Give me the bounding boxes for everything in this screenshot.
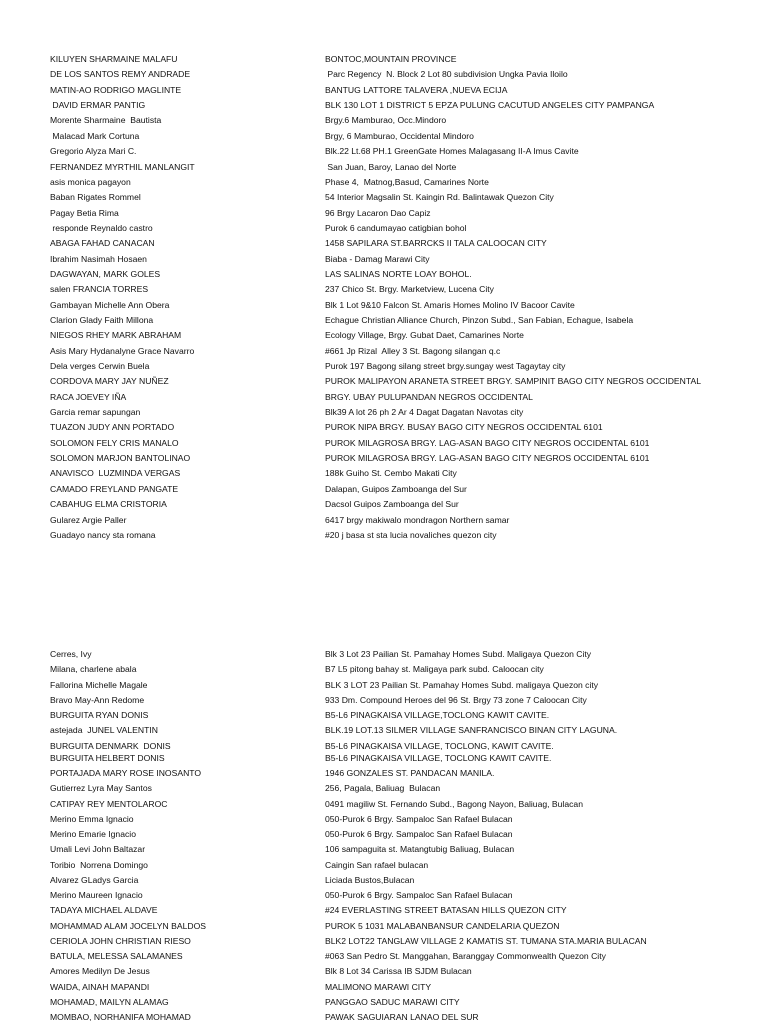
person-name: Guadayo nancy sta romana [50,529,156,540]
list-row [0,405,768,419]
person-address: 96 Brgy Lacaron Dao Capiz [325,207,431,218]
list-row [0,436,768,450]
list-row [0,129,768,143]
person-name: Gambayan Michelle Ann Obera [50,299,170,310]
person-name: Malacad Mark Cortuna [50,130,140,141]
person-name: CERIOLA JOHN CHRISTIAN RIESO [50,935,191,946]
person-name: Dela verges Cerwin Buela [50,361,150,371]
person-address: Brgy.6 Mamburao, Occ.Mindoro [325,115,447,126]
person-name: MOHAMMAD ALAM JOCELYN BALDOS [50,920,206,931]
person-address: BLK 130 LOT 1 DISTRICT 5 EPZA PULUNG CACUTUD ANGELES CITY PAMPANGA [325,100,655,110]
list-row [0,497,768,511]
person-address: B5-L6 PINAGKAISA VILLAGE, TOCLONG KAWIT CAVITE. [325,752,552,763]
person-name: Umali Levi John Baltazar [50,844,146,855]
person-address: Biaba - Damag Marawi City [325,253,430,264]
person-name: responde Reynaldo castro [50,222,153,233]
person-name: MOMBAO, NORHANIFA MOHAMAD [50,1012,191,1022]
person-name: DAGWAYAN, MARK GOLES [50,268,161,279]
person-name: Amores Medilyn De Jesus [50,966,150,977]
list-row [0,662,768,676]
person-address: San Juan, Baroy, Lanao del Norte [325,161,457,172]
person-name: Merino Emma Ignacio [50,813,134,824]
person-name: Bravo May-Ann Redome [50,694,145,705]
person-address: BANTUG LATTORE TALAVERA ,NUEVA ECIJA [325,84,508,95]
list-row [0,766,768,780]
list-row [0,466,768,480]
list-row [0,781,768,795]
list-row [0,298,768,312]
list-row [0,903,768,917]
person-address: MALIMONO MARAWI CITY [325,981,432,992]
person-name: BURGUITA HELBERT DONIS [50,752,165,763]
list-row [0,888,768,902]
list-row [0,83,768,97]
list-row [0,723,768,737]
person-address: BLK 3 LOT 23 Pailian St. Pamahay Homes Subd. maligaya Quezon city [325,679,599,690]
person-name: Fallorina Michelle Magale [50,679,148,690]
person-name: Toribio Norrena Domingo [50,859,148,870]
person-name: PORTAJADA MARY ROSE INOSANTO [50,768,202,778]
person-name: WAIDA, AINAH MAPANDI [50,981,150,992]
person-name: NIEGOS RHEY MARK ABRAHAM [50,330,182,341]
person-name: astejada JUNEL VALENTIN [50,725,158,736]
person-address: Blk 3 Lot 23 Pailian St. Pamahay Homes Subd. Maligaya Quezon City [325,649,592,659]
list-row [0,206,768,220]
person-name: Clarion Glady Faith Millona [50,314,154,325]
list-row [0,751,768,765]
person-name: MATIN-AO RODRIGO MAGLINTE [50,84,182,95]
person-address: B5-L6 PINAGKAISA VILLAGE, TOCLONG, KAWIT CAVITE. [325,740,554,751]
person-name: Merino Emarie Ignacio [50,829,136,839]
person-address: 54 Interior Magsalin St. Kaingin Rd. Balintawak Quezon City [325,192,554,203]
person-name: Ibrahim Nasimah Hosaen [50,253,147,264]
person-address: BLK2 LOT22 TANGLAW VILLAGE 2 KAMATIS ST. TUMANA STA.MARIA BULACAN [325,935,647,946]
list-row [0,647,768,661]
person-address: Phase 4, Matnog,Basud, Camarines Norte [325,176,489,187]
list-row [0,980,768,994]
list-row [0,67,768,81]
list-row [0,359,768,373]
person-address: BONTOC,MOUNTAIN PROVINCE [325,54,457,64]
person-address: BLK.19 LOT.13 SILMER VILLAGE SANFRANCISCO BINAN CITY LAGUNA. [325,725,618,736]
person-address: B7 L5 pitong bahay st. Maligaya park subd. Caloocan city [325,664,544,675]
person-address: Dacsol Guipos Zamboanga del Sur [325,499,459,510]
list-row [0,236,768,250]
person-name: BATULA, MELESSA SALAMANES [50,951,183,961]
person-address: 1458 SAPILARA ST.BARRCKS II TALA CALOOCAN CITY [325,238,547,249]
list-row [0,858,768,872]
person-name: ABAGA FAHAD CANACAN [50,238,155,249]
list-row [0,113,768,127]
person-name: asis monica pagayon [50,176,131,187]
list-row [0,995,768,1009]
person-address: 6417 brgy makiwalo mondragon Northern samar [325,514,510,525]
list-row [0,267,768,281]
person-address: Echague Christian Alliance Church, Pinzon Subd., San Fabian, Echague, Isabela [325,314,634,325]
person-address: PUROK MILAGROSA BRGY. LAG-ASAN BAGO CITY NEGROS OCCIDENTAL 6101 [325,453,650,464]
person-name: TADAYA MICHAEL ALDAVE [50,905,158,916]
person-address: Brgy, 6 Mamburao, Occidental Mindoro [325,130,474,141]
list-row [0,160,768,174]
person-address: 0491 magiliw St. Fernando Subd., Bagong Nayon, Baliuag, Bulacan [325,798,583,809]
person-address: #24 EVERLASTING STREET BATASAN HILLS QUEZON CITY [325,905,567,916]
list-row [0,313,768,327]
person-name: salen FRANCIA TORRES [50,284,149,295]
person-address: BRGY. UBAY PULUPANDAN NEGROS OCCIDENTAL [325,391,533,402]
person-name: CABAHUG ELMA CRISTORIA [50,499,167,510]
list-row [0,708,768,722]
person-address: #661 Jp Rizal Alley 3 St. Bagong silangan q.c [325,345,501,356]
person-name: Merino Maureen Ignacio [50,890,143,900]
person-address: PUROK NIPA BRGY. BUSAY BAGO CITY NEGROS OCCIDENTAL 6101 [325,422,603,433]
list-row [0,374,768,388]
list-row [0,144,768,158]
person-address: PUROK MILAGROSA BRGY. LAG-ASAN BAGO CITY NEGROS OCCIDENTAL 6101 [325,437,650,448]
person-name: Pagay Betia Rima [50,207,119,218]
list-row [0,328,768,342]
person-name: CAMADO FREYLAND PANGATE [50,483,179,494]
person-address: #20 j basa st sta lucia novaliches quezon city [325,529,497,540]
list-row [0,812,768,826]
person-address: 933 Dm. Compound Heroes del 96 St. Brgy 73 zone 7 Caloocan City [325,694,587,705]
person-address: #063 San Pedro St. Manggahan, Baranggay Commonwealth Quezon City [325,951,606,961]
person-address: PUROK 5 1031 MALABANBANSUR CANDELARIA QUEZON [325,920,560,931]
list-row [0,964,768,978]
person-address: 237 Chico St. Brgy. Marketview, Lucena City [325,284,494,295]
list-row [0,52,768,66]
person-name: BURGUITA RYAN DONIS [50,710,149,720]
list-row [0,175,768,189]
person-address: Blk39 A lot 26 ph 2 Ar 4 Dagat Dagatan Navotas city [325,407,524,418]
list-row [0,390,768,404]
list-row [0,221,768,235]
list-row [0,451,768,465]
person-name: Baban Rigates Rommel [50,192,141,203]
person-name: FERNANDEZ MYRTHIL MANLANGIT [50,161,195,172]
list-row [0,282,768,296]
list-row [0,949,768,963]
person-address: 050-Purok 6 Brgy. Sampaloc San Rafael Bulacan [325,829,513,839]
person-name: Cerres, Ivy [50,649,92,659]
list-row [0,420,768,434]
list-row [0,919,768,933]
list-row [0,797,768,811]
person-address: Liciada Bustos,Bulacan [325,874,415,885]
list-row [0,842,768,856]
person-address: Purok 197 Bagong silang street brgy.sungay west Tagaytay city [325,361,566,371]
person-address: 106 sampaguita st. Matangtubig Baliuag, Bulacan [325,844,515,855]
person-address: Blk.22 Lt.68 PH.1 GreenGate Homes Malagasang II-A Imus Cavite [325,146,579,157]
person-address: Blk 1 Lot 9&10 Falcon St. Amaris Homes Molino IV Bacoor Cavite [325,299,575,310]
person-name: DE LOS SANTOS REMY ANDRADE [50,69,191,80]
list-row [0,873,768,887]
person-address: LAS SALINAS NORTE LOAY BOHOL. [325,268,472,279]
list-row [0,678,768,692]
person-name: MOHAMAD, MAILYN ALAMAG [50,996,169,1007]
person-name: KILUYEN SHARMAINE MALAFU [50,54,178,64]
list-row [0,98,768,112]
person-name: ANAVISCO LUZMINDA VERGAS [50,468,181,479]
person-name: Gularez Argie Paller [50,514,127,525]
list-row [0,827,768,841]
person-name: CATIPAY REY MENTOLAROC [50,798,168,809]
person-name: Gregorio Alyza Mari C. [50,146,137,157]
person-address: Ecology Village, Brgy. Gubat Daet, Camarines Norte [325,330,524,341]
person-address: 188k Guiho St. Cembo Makati City [325,468,457,479]
person-name: CORDOVA MARY JAY NUÑEZ [50,376,169,387]
person-address: PAWAK SAGUIARAN LANAO DEL SUR [325,1012,479,1022]
person-address: 1946 GONZALES ST. PANDACAN MANILA. [325,768,495,778]
list-row [0,1010,768,1024]
person-name: SOLOMON MARJON BANTOLINAO [50,453,191,464]
list-row [0,528,768,542]
person-address: PUROK MALIPAYON ARANETA STREET BRGY. SAMPINIT BAGO CITY NEGROS OCCIDENTAL [325,376,701,387]
list-row [0,252,768,266]
person-address: Parc Regency N. Block 2 Lot 80 subdivision Ungka Pavia Iloilo [325,69,568,80]
person-address: 050-Purok 6 Brgy. Sampaloc San Rafael Bulacan [325,813,513,824]
list-row [0,190,768,204]
person-address: Caingin San rafael bulacan [325,859,429,870]
person-address: 050-Purok 6 Brgy. Sampaloc San Rafael Bulacan [325,890,513,900]
person-name: BURGUITA DENMARK DONIS [50,740,171,751]
list-row [0,482,768,496]
person-address: Blk 8 Lot 34 Carissa IB SJDM Bulacan [325,966,472,977]
list-row [0,934,768,948]
person-name: RACA JOEVEY IÑA [50,391,127,402]
person-name: Garcia remar sapungan [50,407,141,418]
person-address: Purok 6 candumayao catigbian bohol [325,222,467,233]
person-name: Asis Mary Hydanalyne Grace Navarro [50,345,195,356]
person-name: Morente Sharmaine Bautista [50,115,162,126]
person-name: Alvarez GLadys Garcia [50,874,139,885]
person-address: Dalapan, Guipos Zamboanga del Sur [325,483,467,494]
person-address: 256, Pagala, Baliuag Bulacan [325,783,441,794]
list-row [0,513,768,527]
person-name: DAVID ERMAR PANTIG [50,100,146,110]
person-name: SOLOMON FELY CRIS MANALO [50,437,179,448]
person-address: PANGGAO SADUC MARAWI CITY [325,996,460,1007]
person-address: B5-L6 PINAGKAISA VILLAGE,TOCLONG KAWIT CAVITE. [325,710,550,720]
list-row [0,344,768,358]
list-row [0,693,768,707]
person-name: TUAZON JUDY ANN PORTADO [50,422,175,433]
person-name: Milana, charlene abala [50,664,137,675]
person-name: Gutierrez Lyra May Santos [50,783,152,794]
